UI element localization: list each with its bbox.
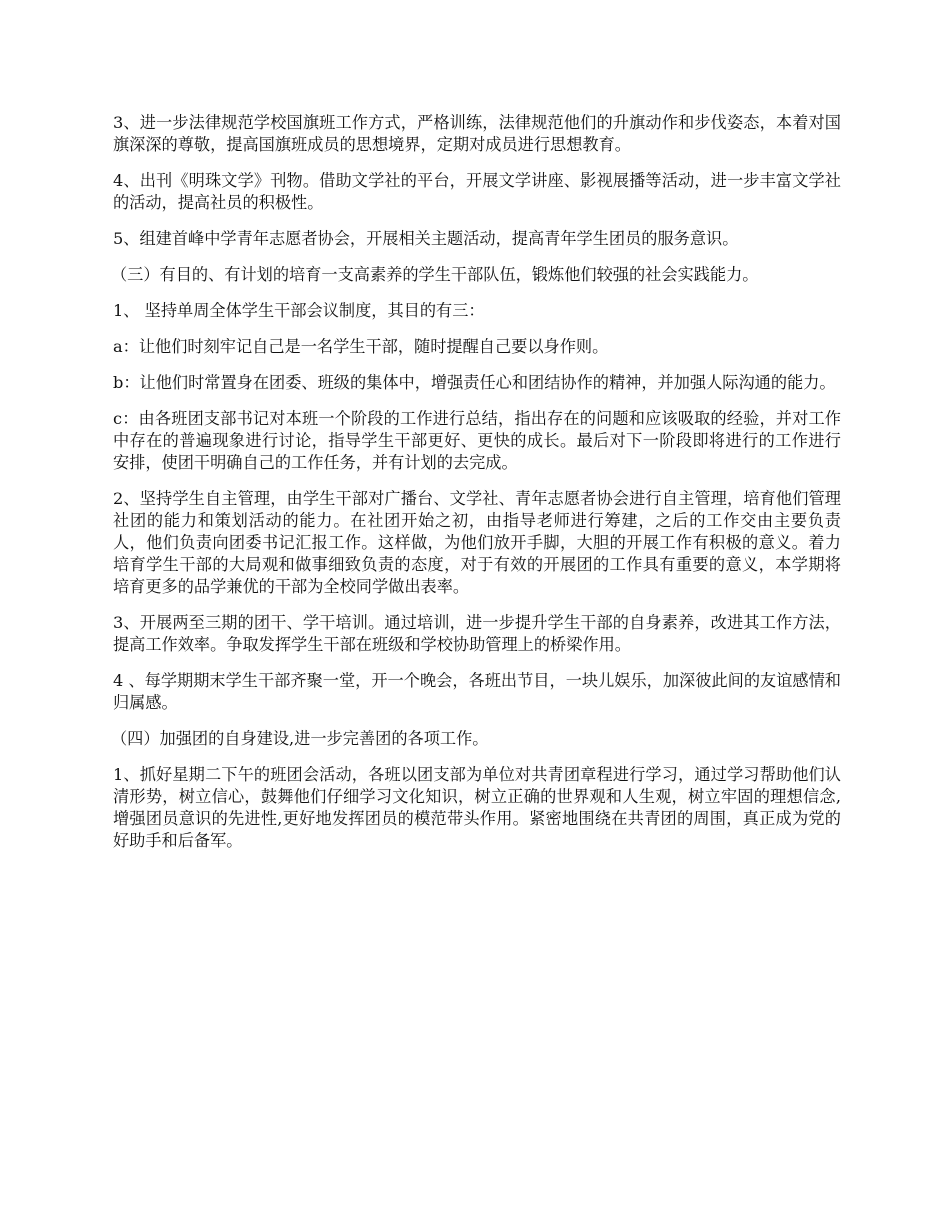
paragraph-national-flag-team: 3、进一步法律规范学校国旗班工作方式，严格训练，法律规范他们的升旗动作和步伐姿态，本着对国旗深深的尊敬，提高国旗班成员的思想境界，定期对成员进行思想教育。 (113, 113, 841, 154)
paragraph-item-c: c：由各班团支部书记对本班一个阶段的工作进行总结，指出存在的问题和应该吸取的经验，并对工作中存在的普遍现象进行讨论，指导学生干部更好、更快的成长。最后对下一阶段即将进行的工作进行安排，使团干明确自己的工作任务，并有计划的去完成。 (113, 409, 841, 472)
paragraph-item-a: a：让他们时刻牢记自己是一名学生干部，随时提醒自己要以身作则。 (113, 337, 609, 356)
section-heading-4: （四）加强团的自身建设,进一步完善团的各项工作。 (111, 729, 489, 748)
paragraph-class-meeting: 1、抓好星期二下午的班团会活动，各班以团支部为单位对共青团章程进行学习，通过学习帮助他们认清形势，树立信心，鼓舞他们仔细学习文化知识，树立正确的世界观和人生观，树立牢固的理想信念,增强团员意识的先进性,更好地发挥团员的模范带头作用。紧密地围绕在共青团的周围，真正成为党的好助手和后备军。 (113, 765, 841, 850)
paragraph-literary-journal: 4、出刊《明珠文学》刊物。借助文学社的平台，开展文学讲座、影视展播等活动，进一步丰富文学社的活动，提高社员的积极性。 (113, 171, 841, 212)
paragraph-self-management: 2、坚持学生自主管理，由学生干部对广播台、文学社、青年志愿者协会进行自主管理，培育他们管理社团的能力和策划活动的能力。在社团开始之初，由指导老师进行筹建，之后的工作交由主要负责人，他们负责向团委书记汇报工作。这样做，为他们放开手脚，大胆的开展工作有积极的意义。着力培育学生干部的大局观和做事细致负责的态度，对于有效的开展团的工作具有重要的意义，本学期将培育更多的品学兼优的干部为全校同学做出表率。 (113, 489, 841, 596)
paragraph-volunteer-association: 5、组建首峰中学青年志愿者协会，开展相关主题活动，提高青年学生团员的服务意识。 (113, 229, 739, 248)
section-heading-3: （三）有目的、有计划的培育一支高素养的学生干部队伍，锻炼他们较强的社会实践能力。 (111, 265, 759, 284)
paragraph-cadre-training: 3、开展两至三期的团干、学干培训。通过培训，进一步提升学生干部的自身素养，改进其工作方法，提高工作效率。争取发挥学生干部在班级和学校协助管理上的桥梁作用。 (113, 613, 841, 654)
document-page (113, 112, 841, 866)
paragraph-cadre-meeting: 1、 坚持单周全体学生干部会议制度，其目的有三： (113, 301, 485, 320)
paragraph-year-end-party: 4 、每学期期末学生干部齐聚一堂，开一个晚会，各班出节目，一块儿娱乐，加深彼此间的友谊感情和归属感。 (113, 671, 841, 712)
paragraph-item-b: b：让他们时常置身在团委、班级的集体中，增强责任心和团结协作的精神，并加强人际沟通的能力。 (113, 373, 836, 392)
